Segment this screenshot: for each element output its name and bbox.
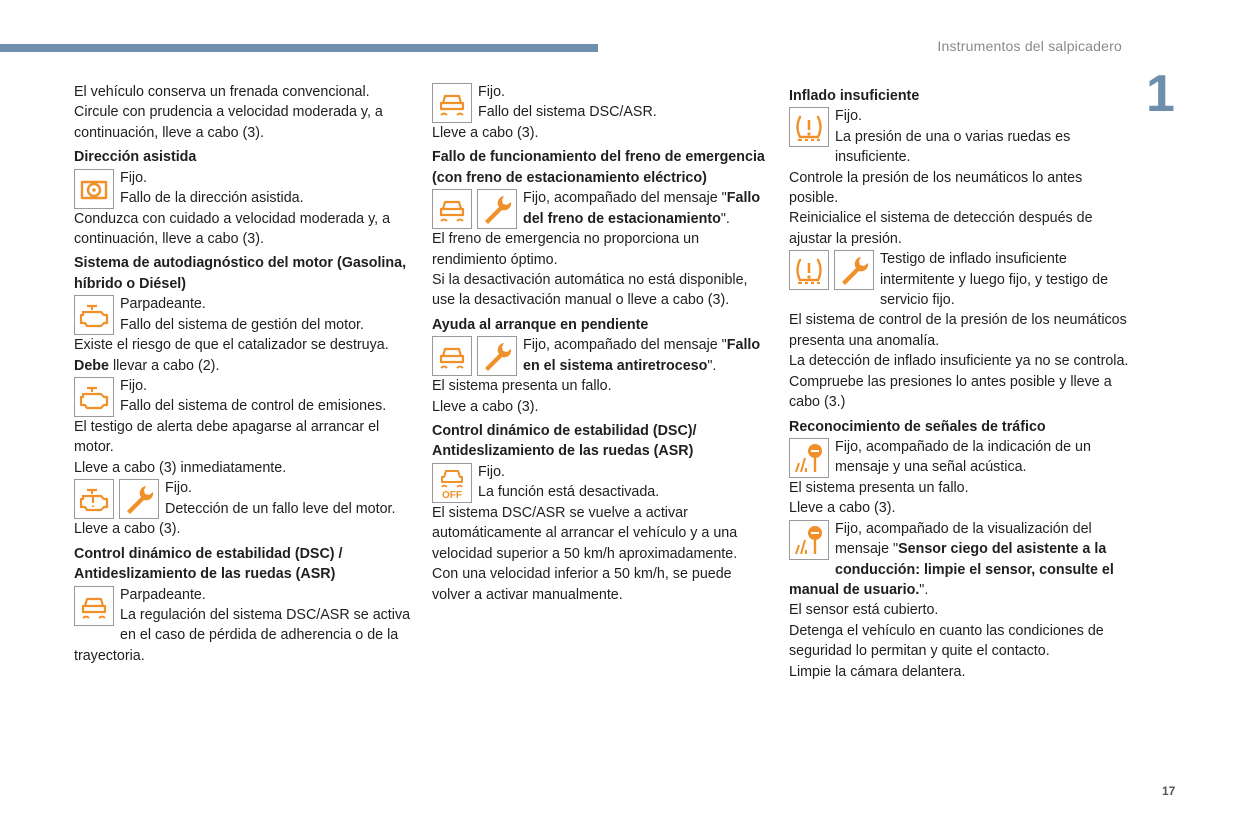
traffic-sign-icon [789, 438, 829, 478]
paragraph: Controle la presión de los neumáticos lo antes posible. [789, 169, 1083, 207]
wrench-service-icon [477, 189, 517, 229]
engine-warning-icon [74, 377, 114, 417]
heading-emergency-brake: Fallo de funcionamiento del freno de emergencia (con freno de estacionamiento eléctrico) [432, 149, 765, 186]
skidding-car-icon [432, 189, 472, 229]
paragraph: Lleve a cabo (3). [432, 125, 539, 141]
text: ". [707, 357, 717, 374]
bold-text: Debe [74, 357, 109, 374]
column-1 [74, 82, 414, 666]
paragraph: Fijo, acompañado de la indicación de un mensaje y una señal acústica. [835, 438, 1091, 476]
text: Fijo, acompañado del mensaje " [523, 190, 727, 207]
wrench-service-icon [834, 250, 874, 290]
heading-hill-start: Ayuda al arranque en pendiente [432, 316, 649, 333]
message-text: Fallo en el sistema antiretroceso [523, 337, 761, 374]
heading-dsc-asr: Control dinámico de estabilidad (DSC) / Antideslizamiento de las ruedas (ASR) [74, 545, 343, 583]
paragraph: Fijo. [165, 480, 193, 497]
dsc-off-icon [432, 463, 472, 503]
wrench-service-icon [119, 479, 159, 519]
paragraph: Parpadeante. [120, 586, 206, 603]
paragraph: Fijo. [478, 463, 506, 480]
skidding-car-icon [432, 83, 472, 123]
heading-traffic-sign-recognition: Reconocimiento de señales de tráfico [789, 418, 1046, 435]
paragraph: Fijo. [835, 108, 863, 125]
paragraph: Limpie la cámara delantera. [789, 663, 966, 680]
paragraph: El sensor está cubierto. [789, 602, 939, 619]
header-accent-bar [0, 44, 598, 52]
wrench-service-icon [477, 336, 517, 376]
chapter-number: 1 [1146, 65, 1175, 123]
paragraph: Lleve a cabo (3) inmediatamente. [74, 459, 287, 476]
message-text: Sensor ciego del asistente a la conducción: limpie el sensor, consulte el manual de usuario. [789, 541, 1114, 598]
section-title: Instrumentos del salpicadero [937, 38, 1122, 54]
paragraph: El testigo de alerta debe apagarse al arrancar el motor. [74, 419, 380, 456]
paragraph: Lleve a cabo (3). [432, 398, 539, 415]
column-2 [432, 82, 770, 605]
paragraph: Testigo de inflado insuficiente intermitente y luego fijo, y testigo de servicio fijo. [880, 251, 1109, 309]
paragraph: Con una velocidad inferior a 50 km/h, se puede volver a activar manualmente. [432, 566, 732, 603]
paragraph: La regulación del sistema DSC/ASR se activa en el caso de pérdida de adherencia o de la trayectoria. [74, 606, 411, 664]
paragraph: El sistema DSC/ASR se vuelve a activar automáticamente al arrancar el vehículo y a una velocidad superior a 50 km/h aproximadamente. [432, 504, 738, 562]
paragraph [789, 519, 1129, 601]
heading-engine-diagnostics: Sistema de autodiagnóstico del motor (Gasolina, híbrido o Diésel) [74, 255, 407, 292]
engine-warning-icon [74, 295, 114, 335]
paragraph: El freno de emergencia no proporciona un rendimiento óptimo. [432, 231, 700, 268]
steering-wheel-warning-icon [74, 169, 114, 209]
paragraph: Fallo del sistema de control de emisiones. [120, 398, 387, 415]
skidding-car-icon [74, 586, 114, 626]
paragraph: Fallo del sistema DSC/ASR. [478, 104, 657, 121]
paragraph: Fallo de la dirección asistida. [120, 190, 304, 207]
paragraph: La función está desactivada. [478, 484, 660, 501]
text: ". [919, 581, 929, 598]
heading-power-steering: Dirección asistida [74, 149, 197, 166]
message-text: Fallo del freno de estacionamiento [523, 190, 761, 227]
paragraph: Lleve a cabo (3). [789, 500, 896, 517]
text: llevar a cabo (2). [108, 357, 220, 374]
paragraph: Detenga el vehículo en cuanto las condiciones de seguridad lo permitan y quite el contacto. [789, 622, 1104, 660]
paragraph: El sistema de control de la presión de los neumáticos presenta una anomalía. [789, 312, 1127, 349]
paragraph: Fijo. [478, 84, 506, 100]
heading-underinflation: Inflado insuficiente [789, 88, 920, 104]
paragraph: El sistema presenta un fallo. [432, 378, 612, 395]
text: ". [720, 210, 730, 227]
tyre-pressure-icon [789, 107, 829, 147]
paragraph: Fijo. [120, 169, 148, 186]
paragraph: El vehículo conserva un frenada convencional. [74, 84, 370, 100]
paragraph: Fijo. [120, 378, 148, 395]
paragraph: La detección de inflado insuficiente ya no se controla. [789, 353, 1129, 370]
paragraph [74, 356, 414, 376]
tyre-pressure-icon [789, 250, 829, 290]
paragraph: Circule con prudencia a velocidad moderada y, a continuación, lleve a cabo (3). [74, 104, 383, 141]
text: Fijo, acompañado del mensaje " [523, 337, 727, 354]
paragraph: Compruebe las presiones lo antes posible y lleve a cabo (3.) [789, 373, 1112, 411]
paragraph: Reinicialice el sistema de detección después de ajustar la presión. [789, 210, 1093, 247]
paragraph: Lleve a cabo (3). [74, 521, 181, 538]
off-label: OFF [442, 489, 462, 500]
paragraph: La presión de una o varias ruedas es insuficiente. [835, 128, 1071, 166]
engine-warning-icon [74, 479, 114, 519]
paragraph: Parpadeante. [120, 296, 206, 313]
traffic-sign-icon [789, 520, 829, 560]
paragraph: Si la desactivación automática no está disponible, use la desactivación manual o lleve a cabo (3). [432, 272, 748, 309]
paragraph: Existe el riesgo de que el catalizador se destruya. [74, 337, 389, 354]
page-number: 17 [1162, 784, 1176, 798]
column-3 [789, 82, 1129, 682]
text: Fijo, acompañado de la visualización del mensaje " [835, 520, 1092, 558]
paragraph: El sistema presenta un fallo. [789, 479, 969, 496]
paragraph: Fallo del sistema de gestión del motor. [120, 316, 364, 333]
heading-dsc-asr-off: Control dinámico de estabilidad (DSC)/ Antideslizamiento de las ruedas (ASR) [432, 423, 697, 460]
paragraph: Conduzca con cuidado a velocidad moderada y, a continuación, lleve a cabo (3). [74, 210, 391, 248]
skidding-car-icon [432, 336, 472, 376]
paragraph: Detección de un fallo leve del motor. [165, 500, 396, 517]
